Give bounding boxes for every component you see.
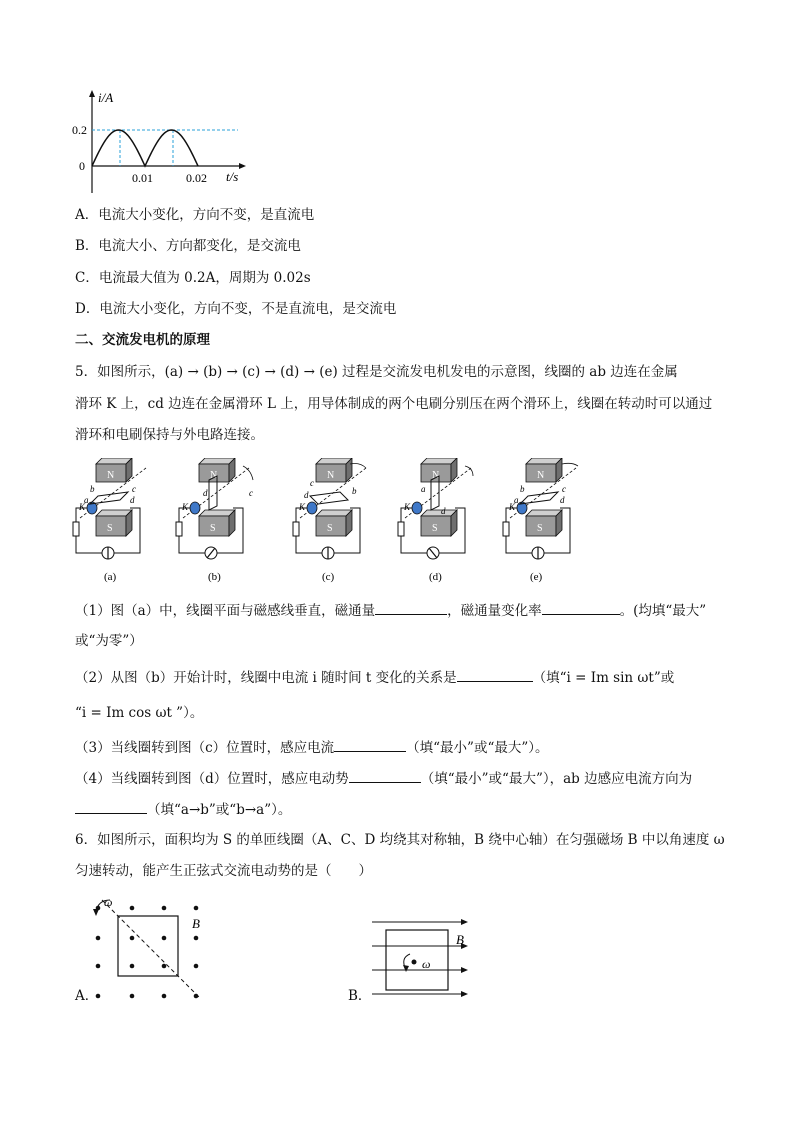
fig-label-e: (e) [530, 571, 543, 583]
svg-text:K: K [509, 502, 516, 512]
svg-text:a: a [84, 495, 89, 505]
q5-part4-text-a: （4）当线圈转到图（d）位置时，感应电动势 [75, 771, 349, 787]
q6-figure-a[interactable] [88, 894, 218, 1006]
q6-option-a[interactable]: A． [75, 988, 99, 1004]
omega-label-a: ω [104, 895, 113, 909]
field-dot [130, 906, 135, 911]
answer-blank-direction[interactable] [75, 799, 147, 814]
q5-part1-text-b: ，磁通量变化率 [447, 603, 542, 619]
rotation-axis-diagonal [102, 900, 200, 998]
svg-text:K: K [404, 502, 411, 512]
y-tick-0: 0 [79, 159, 85, 173]
figure-e [503, 458, 578, 559]
field-label-a: B [192, 916, 200, 931]
field-dot [194, 906, 199, 911]
q5-part3-text-a: （3）当线圈转到图（c）位置时，感应电流 [75, 740, 335, 756]
omega-label-b: ω [422, 957, 431, 971]
answer-blank-current-c[interactable] [334, 737, 406, 752]
field-dot [96, 936, 101, 941]
center-axis-dot [412, 960, 417, 965]
q5-part4-text-b: （填“最小”或“最大”），ab 边感应电流方向为 [420, 771, 693, 787]
current-curve [92, 130, 198, 166]
q5-part4-line [75, 768, 692, 789]
field-dot [194, 964, 199, 969]
x-tick-0-01: 0.01 [132, 171, 153, 185]
svg-text:b: b [352, 486, 357, 496]
q5-part3-line [75, 737, 549, 758]
fig-label-a: (a) [104, 571, 117, 583]
q6-line-2: 匀速转动，能产生正弦式交流电动势的是（ ） [75, 863, 372, 879]
svg-text:d: d [560, 495, 565, 505]
svg-text:K: K [79, 502, 86, 512]
svg-text:d: d [304, 490, 309, 500]
field-dot [162, 906, 167, 911]
q5-part4-text-c: （填“a→b”或“b→a”）。 [147, 802, 292, 818]
figure-c [293, 458, 366, 559]
q5-part1-text-a: （1）图（a）中，线圈平面与磁感线垂直，磁通量 [75, 603, 376, 619]
q5-part1-text-c: 。(均填“最大” [619, 603, 707, 619]
q5-part2-cont: “i = Im cos ωt ”）。 [75, 705, 204, 721]
svg-text:b: b [520, 484, 525, 494]
q5-line-1: 5．如图所示，(a) → (b) → (c) → (d) → (e) 过程是交流发电机发电的示意图，线圈的 ab 边连在金属 [75, 364, 678, 380]
q5-part1-line [75, 600, 706, 621]
svg-text:d: d [203, 488, 208, 498]
svg-text:c: c [562, 484, 566, 494]
svg-text:c: c [310, 478, 314, 488]
q5-part3-text-b: （填“最小”或“最大”）。 [406, 740, 549, 756]
q5-part1-cont: 或“为零”） [75, 633, 143, 649]
field-dot [130, 994, 135, 999]
option-b[interactable]: B．电流大小、方向都变化，是交流电 [75, 238, 301, 254]
q5-part2-line [75, 667, 674, 688]
answer-blank-flux[interactable] [375, 600, 447, 615]
current-time-graph [70, 88, 250, 198]
q5-part2-text-b: （填“i = Im sin ωt”或 [532, 670, 675, 686]
field-dot [162, 994, 167, 999]
field-dot [162, 964, 167, 969]
coil-square [386, 930, 448, 990]
option-d[interactable]: D．电流大小变化，方向不变，不是直流电，是交流电 [75, 301, 397, 317]
x-tick-0-02: 0.02 [186, 171, 207, 185]
fig-label-b: (b) [208, 571, 221, 583]
x-axis-label: t/s [226, 169, 239, 184]
svg-text:d: d [130, 495, 135, 505]
q5-part2-text-a: （2）从图（b）开始计时，线圈中电流 i 随时间 t 变化的关系是 [75, 670, 457, 686]
field-dot [96, 964, 101, 969]
y-axis-arrow [89, 90, 95, 97]
q5-part4-cont [75, 799, 291, 820]
generator-figures [70, 458, 590, 588]
q6-figure-b[interactable] [370, 912, 480, 1006]
option-a[interactable]: A．电流大小变化，方向不变，是直流电 [75, 207, 315, 223]
q5-line-3: 滑环和电刷保持与外电路连接。 [75, 427, 264, 443]
x-axis-arrow [239, 163, 246, 169]
fig-label-d: (d) [429, 571, 442, 583]
q5-line-2: 滑环 K 上，cd 边连在金属滑环 L 上，用导体制成的两个电刷分别压在两个滑环上，线圈在转动时可以通过 [75, 396, 713, 412]
figure-b [176, 458, 253, 559]
field-dot [130, 964, 135, 969]
field-dot [162, 936, 167, 941]
figure-a [73, 458, 146, 559]
field-dot [130, 936, 135, 941]
q6-option-b[interactable]: B． [348, 988, 372, 1004]
figure-d [398, 458, 473, 559]
q6-line-1: 6．如图所示，面积均为 S 的单匝线圈（A、C、D 均绕其对称轴，B 绕中心轴）在匀强磁场 B 中以角速度 ω [75, 832, 725, 848]
option-c[interactable]: C．电流最大值为 0.2A，周期为 0.02s [75, 270, 311, 286]
svg-text:d: d [441, 506, 446, 516]
field-label-b: B [456, 932, 464, 947]
svg-text:a: a [421, 484, 426, 494]
svg-text:c: c [132, 484, 136, 494]
svg-text:K: K [299, 502, 306, 512]
field-dot [194, 936, 199, 941]
answer-blank-flux-rate[interactable] [542, 600, 620, 615]
answer-blank-current-expr[interactable] [457, 667, 533, 682]
svg-text:K: K [182, 502, 189, 512]
section-title: 二、交流发电机的原理 [75, 332, 210, 348]
magnetic-field-dots [96, 906, 199, 999]
svg-text:b: b [90, 484, 95, 494]
svg-text:c: c [249, 488, 253, 498]
answer-blank-emf-d[interactable] [349, 768, 421, 783]
svg-text:a: a [514, 495, 519, 505]
fig-label-c: (c) [322, 571, 335, 583]
y-tick-0-2: 0.2 [72, 123, 87, 137]
y-axis-label: i/A [98, 90, 114, 105]
